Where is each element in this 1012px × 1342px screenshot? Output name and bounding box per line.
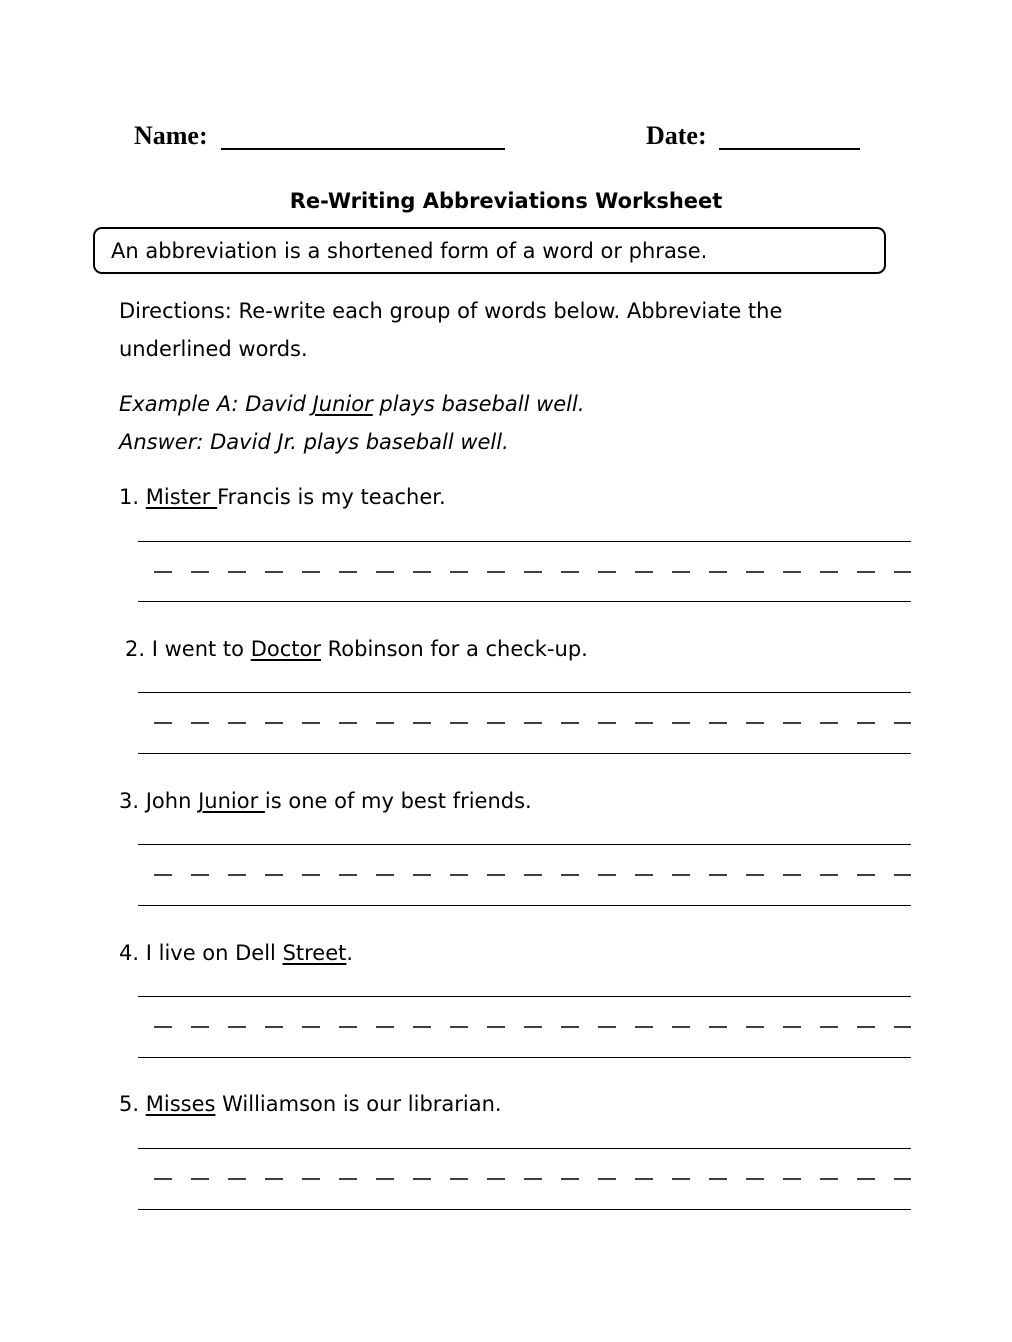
date-label: Date: bbox=[646, 121, 707, 150]
question-post: is one of my best friends. bbox=[264, 789, 532, 813]
question-underlined-word: Street bbox=[282, 941, 347, 965]
question-post: Williamson is our librarian. bbox=[215, 1092, 502, 1116]
question-4 bbox=[119, 934, 353, 972]
question-5 bbox=[119, 1085, 502, 1123]
example-pre: Example A: David bbox=[119, 392, 313, 416]
question-pre: I went to bbox=[151, 637, 251, 661]
answer-5-top-line[interactable] bbox=[138, 1148, 911, 1149]
question-number: 3. bbox=[119, 789, 140, 813]
question-post: Robinson for a check-up. bbox=[320, 637, 588, 661]
question-underlined-word: Junior bbox=[198, 789, 265, 813]
answer-4-top-line[interactable] bbox=[138, 996, 911, 997]
answer-1-bottom-line[interactable] bbox=[138, 601, 911, 602]
question-underlined-word: Mister bbox=[145, 485, 218, 509]
answer-2-mid-line[interactable] bbox=[138, 721, 911, 725]
answer-2-bottom-line[interactable] bbox=[138, 753, 911, 754]
definition-text: An abbreviation is a shortened form of a word or phrase. bbox=[111, 239, 708, 263]
answer-5-bottom-line[interactable] bbox=[138, 1209, 911, 1210]
question-number: 2. bbox=[125, 637, 146, 661]
definition-box bbox=[93, 227, 886, 274]
answer-2-top-line[interactable] bbox=[138, 692, 911, 693]
answer-3-top-line[interactable] bbox=[138, 844, 911, 845]
question-1 bbox=[119, 478, 446, 516]
question-3 bbox=[119, 782, 532, 820]
answer-3-mid-line[interactable] bbox=[138, 873, 911, 877]
question-number: 5. bbox=[119, 1092, 140, 1116]
example-answer: Answer: David Jr. plays baseball well. bbox=[119, 430, 509, 454]
question-number: 4. bbox=[119, 941, 140, 965]
name-blank[interactable] bbox=[221, 148, 505, 150]
worksheet-title: Re-Writing Abbreviations Worksheet bbox=[289, 189, 723, 213]
directions-line-1: Directions: Re-write each group of words below. Abbreviate the bbox=[119, 299, 783, 323]
answer-1-mid-line[interactable] bbox=[138, 570, 911, 574]
name-label: Name: bbox=[134, 121, 208, 150]
answer-4-mid-line[interactable] bbox=[138, 1025, 911, 1029]
question-pre: John bbox=[145, 789, 199, 813]
directions-line-2: underlined words. bbox=[119, 337, 308, 361]
question-post: Francis is my teacher. bbox=[217, 485, 446, 509]
answer-4-bottom-line[interactable] bbox=[138, 1057, 911, 1058]
answer-3-bottom-line[interactable] bbox=[138, 905, 911, 906]
example-post: plays baseball well. bbox=[372, 392, 585, 416]
question-post: . bbox=[346, 941, 354, 965]
question-number: 1. bbox=[119, 485, 140, 509]
question-underlined-word: Doctor bbox=[250, 637, 321, 661]
answer-5-mid-line[interactable] bbox=[138, 1177, 911, 1181]
date-blank[interactable] bbox=[719, 148, 860, 150]
question-underlined-word: Misses bbox=[145, 1092, 216, 1116]
question-pre: I live on Dell bbox=[145, 941, 283, 965]
example-underlined-word: Junior bbox=[312, 392, 373, 416]
example-sentence bbox=[119, 385, 585, 423]
answer-1-top-line[interactable] bbox=[138, 541, 911, 542]
question-2 bbox=[125, 630, 588, 668]
